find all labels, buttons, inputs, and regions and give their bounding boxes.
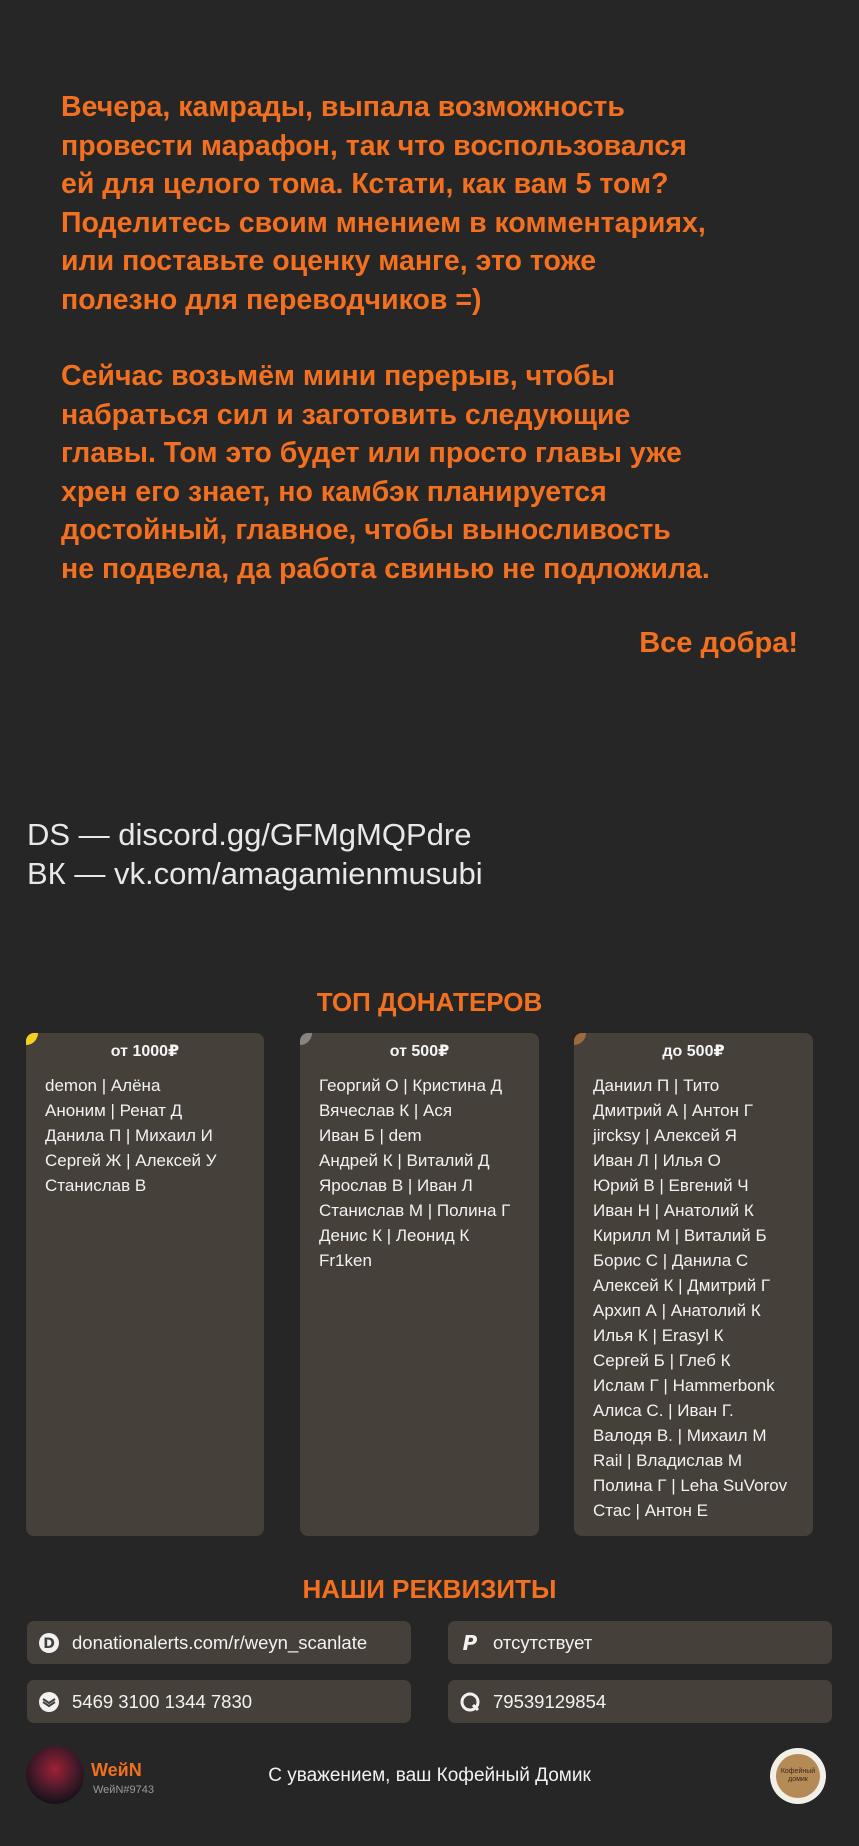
- tier-label: до 500₽: [662, 1043, 725, 1060]
- donator-name: jircksy | Алексей Я: [593, 1126, 737, 1145]
- bank-card-text: 5469 3100 1344 7830: [72, 1690, 253, 1712]
- donator-name: Андрей К | Виталий Д: [319, 1151, 490, 1170]
- donator-name: Иван Л | Илья О: [593, 1151, 721, 1170]
- donator-name: Fr1ken: [319, 1251, 372, 1270]
- donator-list: [574, 1073, 813, 1523]
- donator-tier-under-500: [574, 1033, 813, 1536]
- donator-name: Борис С | Данила С: [593, 1251, 749, 1270]
- footer-author-tag: WeйN#9743: [93, 1784, 154, 1796]
- discord-link[interactable]: DS — discord.gg/GFMgMQPdre: [27, 817, 472, 852]
- donator-name: Денис К | Леонид К: [319, 1226, 470, 1245]
- announcement-message: [61, 88, 821, 588]
- vk-link[interactable]: ВК — vk.com/amagamienmusubi: [27, 856, 483, 891]
- donator-name: Сергей Ж | Алексей У: [45, 1151, 217, 1170]
- donationalerts-requisite[interactable]: [27, 1621, 411, 1664]
- donator-name: Архип А | Анатолий К: [593, 1301, 761, 1320]
- donator-name: Георгий О | Кристина Д: [319, 1076, 503, 1095]
- donator-name: demon | Алёна: [45, 1076, 161, 1095]
- paypal-text: отсутствует: [493, 1631, 593, 1653]
- coffee-house-logo-text: Кофейный домик: [776, 1754, 820, 1798]
- coffee-house-logo: [770, 1748, 826, 1804]
- qiwi-text: 79539129854: [493, 1690, 607, 1712]
- donator-name: Вячеслав К | Ася: [319, 1101, 453, 1120]
- donator-tier-1000: [26, 1033, 264, 1536]
- paypal-icon: [459, 1632, 481, 1654]
- footer-author-name: WeйN: [91, 1760, 142, 1780]
- donator-name: Станислав М | Полина Г: [319, 1201, 511, 1220]
- donator-name: Кирилл М | Виталий Б: [593, 1226, 767, 1245]
- donator-tier-500: [300, 1033, 539, 1536]
- svg-text:P: P: [462, 1631, 478, 1654]
- social-links: [27, 815, 483, 893]
- donator-list: [26, 1073, 264, 1198]
- donator-name: Станислав В: [45, 1176, 147, 1195]
- donator-name: Иван Н | Анатолий К: [593, 1201, 754, 1220]
- donator-name: Ислам Г | Hammerbonk: [593, 1376, 775, 1395]
- donator-name: Данила П | Михаил И: [45, 1126, 213, 1145]
- donationalerts-text: donationalerts.com/r/weyn_scanlate: [72, 1631, 368, 1653]
- qiwi-icon: [459, 1691, 481, 1713]
- donator-name: Иван Б | dem: [319, 1126, 422, 1145]
- requisites-title: НАШИ РЕКВИЗИТЫ: [302, 1574, 557, 1604]
- svg-text:D: D: [43, 1635, 55, 1652]
- donator-name: Ярослав В | Иван Л: [319, 1176, 473, 1195]
- donator-name: Полина Г | Leha SuVorov: [593, 1476, 788, 1495]
- donator-name: Илья К | Erasyl К: [593, 1326, 724, 1345]
- donator-name: Аноним | Ренат Д: [45, 1101, 183, 1120]
- donator-name: Сергей Б | Глеб К: [593, 1351, 731, 1370]
- donator-name: Стас | Антон Е: [593, 1501, 708, 1520]
- donator-name: Валодя В. | Михаил М: [593, 1426, 767, 1445]
- tier-label: от 1000₽: [110, 1043, 180, 1060]
- paypal-requisite[interactable]: [448, 1621, 832, 1664]
- sign-off: Все добра!: [639, 627, 798, 659]
- announcement-paragraph-2: Сейчас возьмём мини перерыв, чтобы набраться сил и заготовить следующие главы. Том это будет или просто главы уже хрен его знает, но камбэк планируется достойный, главное, чтобы выносливость не подвела, да работа свинью не подложила.: [61, 360, 710, 585]
- announcement-paragraph-1: Вечера, камрады, выпала возможность провести марафон, так что воспользовался ей для целого тома. Кстати, как вам 5 том? Поделитесь своим мнением в комментариях, или поставьте оценку манге, это тоже полезно для переводчиков =): [61, 91, 706, 316]
- donator-list: [300, 1073, 539, 1273]
- donator-name: Алиса С. | Иван Г.: [593, 1401, 734, 1420]
- footer-signature: С уважением, ваш Кофейный Домик: [268, 1765, 591, 1786]
- donator-name: Алексей К | Дмитрий Г: [593, 1276, 771, 1295]
- bank-card-requisite[interactable]: [27, 1680, 411, 1723]
- donator-name: Дмитрий А | Антон Г: [593, 1101, 753, 1120]
- qiwi-requisite[interactable]: [448, 1680, 832, 1723]
- donator-name: Rail | Владислав М: [593, 1451, 743, 1470]
- donators-title: ТОП ДОНАТЕРОВ: [316, 987, 543, 1017]
- donator-name: Даниил П | Тито: [593, 1076, 720, 1095]
- bank-card-icon: [38, 1691, 60, 1713]
- donator-name: Юрий В | Евгений Ч: [593, 1176, 749, 1195]
- donationalerts-icon: [38, 1632, 60, 1654]
- tier-label: от 500₽: [389, 1043, 450, 1060]
